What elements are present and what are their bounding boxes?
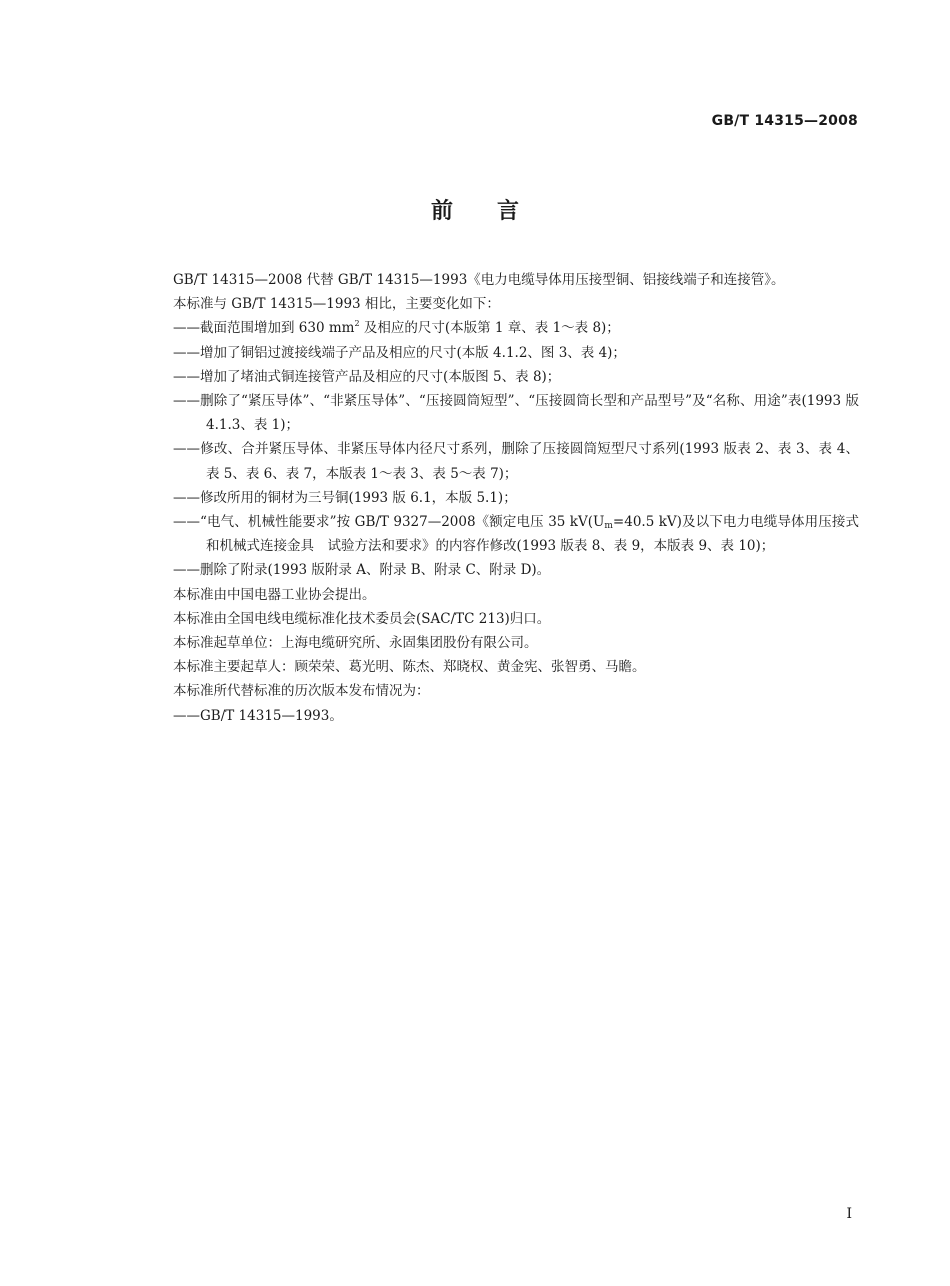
dash: —— — [173, 344, 200, 361]
intro-paragraph: GB/T 14315—2008 代替 GB/T 14315—1993《电力电缆导体用压接型铜、铝接线端子和连接管》。 — [173, 272, 785, 288]
dash: —— — [173, 441, 200, 458]
page-number: I — [846, 1206, 852, 1222]
dash: —— — [173, 489, 200, 506]
intro-paragraph: 本标准与 GB/T 14315—1993 相比，主要变化如下： — [173, 296, 500, 313]
dash: —— — [173, 562, 200, 579]
closing-paragraph: 本标准主要起草人：顾荣荣、葛光明、陈杰、郑晓权、黄金宪、张智勇、马瞻。 — [173, 659, 646, 676]
closing-paragraph: 本标准由中国电器工业协会提出。 — [173, 586, 376, 603]
dash: —— — [173, 320, 200, 337]
change-item — [173, 341, 859, 365]
change-text-tail: 及相应的尺寸(本版第 1 章、表 1～表 8)； — [359, 320, 620, 337]
change-text: 删除了“紧压导体”、“非紧压导体”、“压接圆筒短型”、“压接圆筒长型和产品型号”及“名称、用途”表(1993 版 4.1.3、表 1)； — [200, 393, 859, 434]
subscript: m — [604, 521, 613, 532]
dash: —— — [173, 368, 200, 385]
change-item — [173, 437, 859, 485]
change-item — [173, 316, 859, 340]
change-text: 增加了堵油式铜连接管产品及相应的尺寸(本版图 5、表 8)； — [200, 368, 561, 385]
change-text: 删除了附录(1993 版附录 A、附录 B、附录 C、附录 D)。 — [200, 562, 551, 579]
change-text: 修改、合并紧压导体、非紧压导体内径尺寸系列，删除了压接圆筒短型尺寸系列(1993 版表 2、表 3、表 4、表 5、表 6、表 7，本版表 1～表 3、表 5～表 7)； — [200, 441, 859, 482]
closing-paragraph: 本标准所代替标准的历次版本发布情况为： — [173, 683, 430, 700]
standard-code: GB/T 14315—2008 — [711, 113, 858, 129]
change-item — [173, 558, 859, 582]
document-body — [173, 268, 859, 728]
change-text-tail: =40.5 kV)及以下电力电缆导体用压接式和机械式连接金具 试验方法和要求》的内容作修改(1993 版表 8、表 9，本版表 9、表 10)； — [206, 514, 859, 555]
dash: —— — [173, 514, 200, 531]
closing-paragraph: 本标准起草单位：上海电缆研究所、永固集团股份有限公司。 — [173, 635, 538, 652]
history-text: GB/T 14315—1993。 — [200, 707, 343, 724]
dash: —— — [173, 393, 200, 410]
change-text: “电气、机械性能要求”按 GB/T 9327—2008《额定电压 35 kV(U — [200, 514, 605, 531]
page-title: 前言 — [430, 199, 563, 224]
superscript: 2 — [354, 319, 360, 329]
dash: —— — [173, 707, 200, 724]
change-item — [173, 389, 859, 437]
change-item — [173, 365, 859, 389]
history-item — [173, 704, 859, 728]
change-item — [173, 486, 859, 510]
change-text: 修改所用的铜材为三号铜(1993 版 6.1，本版 5.1)； — [200, 489, 517, 506]
change-text: 增加了铜铝过渡接线端子产品及相应的尺寸(本版 4.1.2、图 3、表 4)； — [200, 344, 626, 361]
closing-paragraph: 本标准由全国电线电缆标准化技术委员会(SAC/TC 213)归口。 — [173, 610, 551, 627]
change-text: 截面范围增加到 630 mm — [200, 320, 355, 337]
change-item — [173, 510, 859, 558]
